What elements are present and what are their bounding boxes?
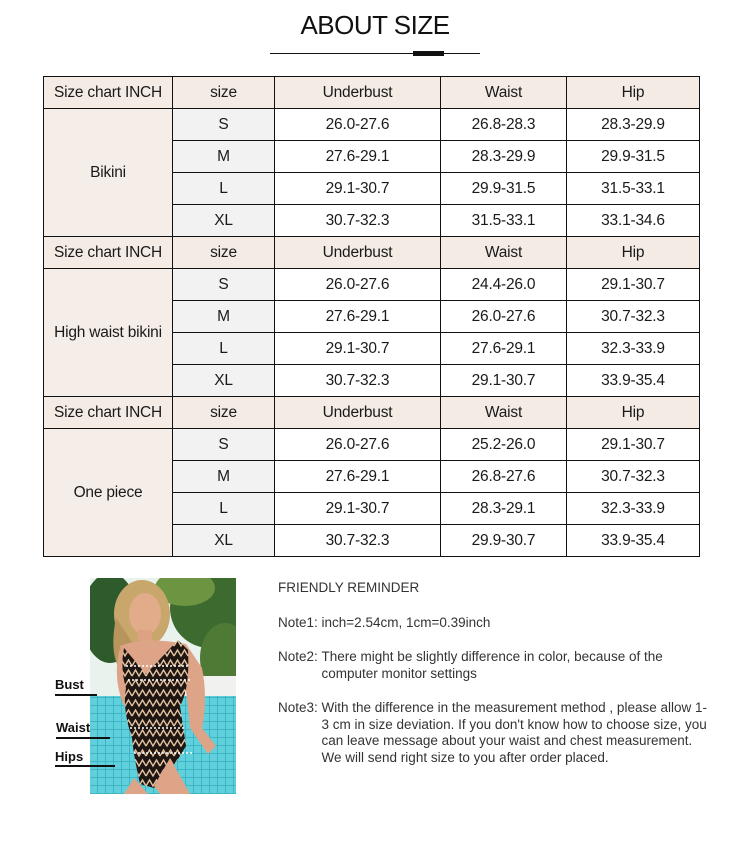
- note-label: Note3:: [278, 700, 322, 715]
- hip-cell: 30.7-32.3: [567, 301, 700, 333]
- underbust-cell: 26.0-27.6: [275, 269, 441, 301]
- underbust-cell: 29.1-30.7: [275, 173, 441, 205]
- hip-cell: 29.9-31.5: [567, 141, 700, 173]
- header-cell-underbust: Underbust: [275, 237, 441, 269]
- header-cell-size: size: [173, 237, 275, 269]
- waist-cell: 26.0-27.6: [441, 301, 567, 333]
- waist-cell: 26.8-27.6: [441, 461, 567, 493]
- waist-cell: 28.3-29.1: [441, 493, 567, 525]
- header-cell-hip: Hip: [567, 237, 700, 269]
- model-photo: [90, 578, 236, 794]
- underbust-cell: 30.7-32.3: [275, 525, 441, 557]
- waist-cell: 29.9-30.7: [441, 525, 567, 557]
- hip-cell: 30.7-32.3: [567, 461, 700, 493]
- hip-cell: 33.9-35.4: [567, 365, 700, 397]
- title-divider-accent: [413, 51, 444, 56]
- table-row: [44, 109, 700, 141]
- friendly-reminder: [278, 580, 708, 784]
- title-divider: [270, 53, 480, 54]
- header-cell-waist: Waist: [441, 237, 567, 269]
- header-cell-hip: Hip: [567, 77, 700, 109]
- size-cell: XL: [173, 205, 275, 237]
- waist-cell: 29.1-30.7: [441, 365, 567, 397]
- note-text: inch=2.54cm, 1cm=0.39inch: [321, 614, 491, 630]
- waist-indicator-line: [56, 737, 110, 739]
- hips-indicator-line: [55, 765, 115, 767]
- note-item: [278, 649, 708, 682]
- size-cell: L: [173, 333, 275, 365]
- category-cell: High waist bikini: [44, 269, 173, 397]
- header-cell-waist: Waist: [441, 77, 567, 109]
- size-cell: M: [173, 301, 275, 333]
- header-cell-underbust: Underbust: [275, 77, 441, 109]
- size-cell: M: [173, 141, 275, 173]
- size-cell: L: [173, 173, 275, 205]
- waist-cell: 31.5-33.1: [441, 205, 567, 237]
- waist-cell: 26.8-28.3: [441, 109, 567, 141]
- header-cell-waist: Waist: [441, 397, 567, 429]
- header-cell-underbust: Underbust: [275, 397, 441, 429]
- hip-cell: 29.1-30.7: [567, 269, 700, 301]
- waist-cell: 25.2-26.0: [441, 429, 567, 461]
- table-row: [44, 429, 700, 461]
- size-chart-table: [43, 76, 700, 557]
- size-cell: S: [173, 269, 275, 301]
- waist-cell: 29.9-31.5: [441, 173, 567, 205]
- hip-cell: 31.5-33.1: [567, 173, 700, 205]
- category-cell: Bikini: [44, 109, 173, 237]
- underbust-cell: 26.0-27.6: [275, 109, 441, 141]
- waist-label: Waist: [56, 720, 91, 735]
- note-text: There might be slightly difference in color, because of the computer monitor settings: [321, 649, 663, 681]
- underbust-cell: 27.6-29.1: [275, 461, 441, 493]
- header-cell-hip: Hip: [567, 397, 700, 429]
- bust-label: Bust: [55, 677, 84, 692]
- waist-cell: 28.3-29.9: [441, 141, 567, 173]
- underbust-cell: 30.7-32.3: [275, 205, 441, 237]
- hip-cell: 32.3-33.9: [567, 333, 700, 365]
- note-item: [278, 700, 708, 766]
- size-cell: L: [173, 493, 275, 525]
- bust-indicator-line: [55, 694, 97, 696]
- hip-cell: 32.3-33.9: [567, 493, 700, 525]
- size-cell: XL: [173, 365, 275, 397]
- underbust-cell: 29.1-30.7: [275, 333, 441, 365]
- waist-cell: 24.4-26.0: [441, 269, 567, 301]
- table-header-row: [44, 397, 700, 429]
- category-cell: One piece: [44, 429, 173, 557]
- underbust-cell: 27.6-29.1: [275, 301, 441, 333]
- underbust-cell: 27.6-29.1: [275, 141, 441, 173]
- note-text: With the difference in the measurement method , please allow 1-3 cm in size deviation. If you don't know how to choose size, you can leave message about your waist and chest measurement. We will send right size to you after order placed.: [321, 700, 707, 765]
- size-cell: S: [173, 109, 275, 141]
- hip-cell: 33.9-35.4: [567, 525, 700, 557]
- table-header-row: [44, 77, 700, 109]
- note-label: Note1:: [278, 614, 322, 630]
- reminder-heading: FRIENDLY REMINDER: [278, 580, 420, 595]
- hip-cell: 33.1-34.6: [567, 205, 700, 237]
- header-cell-chart: Size chart INCH: [44, 77, 173, 109]
- header-cell-size: size: [173, 77, 275, 109]
- underbust-cell: 30.7-32.3: [275, 365, 441, 397]
- size-cell: S: [173, 429, 275, 461]
- waist-cell: 27.6-29.1: [441, 333, 567, 365]
- table-header-row: [44, 237, 700, 269]
- hips-label: Hips: [55, 749, 84, 764]
- table-row: [44, 269, 700, 301]
- note-item: [278, 615, 708, 632]
- hip-cell: 28.3-29.9: [567, 109, 700, 141]
- size-cell: M: [173, 461, 275, 493]
- underbust-cell: 29.1-30.7: [275, 493, 441, 525]
- header-cell-chart: Size chart INCH: [44, 397, 173, 429]
- size-cell: XL: [173, 525, 275, 557]
- header-cell-chart: Size chart INCH: [44, 237, 173, 269]
- underbust-cell: 26.0-27.6: [275, 429, 441, 461]
- header-cell-size: size: [173, 397, 275, 429]
- hip-cell: 29.1-30.7: [567, 429, 700, 461]
- page-title: ABOUT SIZE: [300, 10, 450, 40]
- note-label: Note2:: [278, 649, 322, 664]
